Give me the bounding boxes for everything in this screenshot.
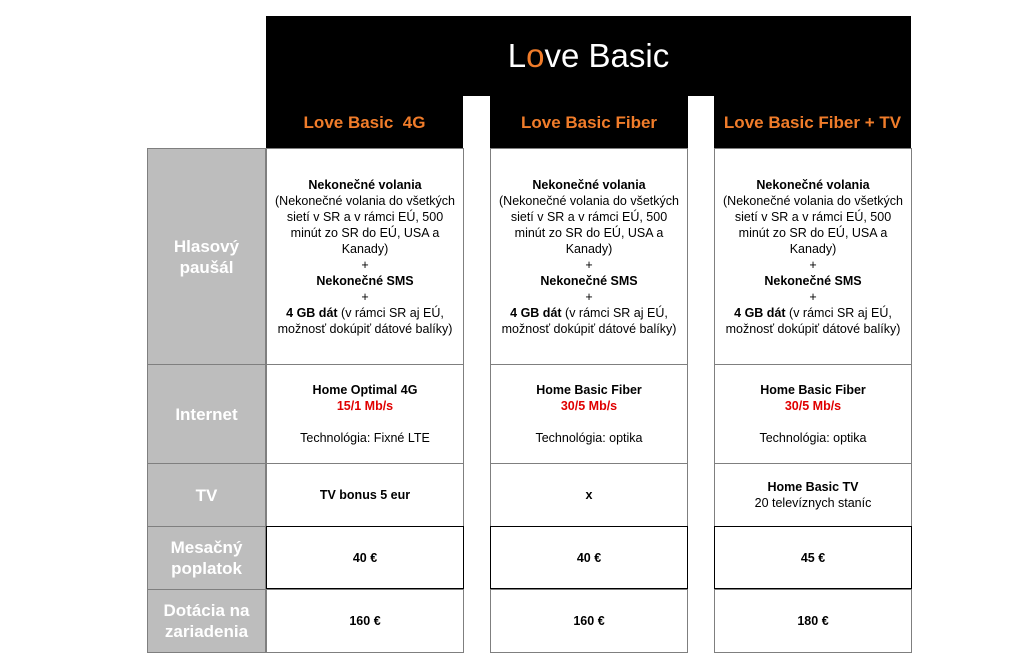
tv-cell-4g: TV bonus 5 eur [266, 463, 464, 527]
internet-cell-fiber-tv: Home Basic Fiber 30/5 Mb/s Technológia: optika [714, 364, 912, 464]
voice-cell-4g: Nekonečné volania (Nekonečné volania do všetkých sietí v SR a v rámci EÚ, 500 minút zo SR do EÚ, USA a Kanady) + Nekonečné SMS + 4 GB dát (v rámci SR aj EÚ, možnosť dokúpiť dátové balíky) [266, 148, 464, 365]
row-label-tv: TV [147, 463, 266, 527]
row-label-voice: Hlasový paušál [147, 148, 266, 365]
row-label-subsidy: Dotácia na zariadenia [147, 589, 266, 653]
fee-cell-fiber-tv: 45 € [714, 526, 912, 589]
column-header-fiber-tv: Love Basic Fiber + TV [714, 96, 911, 148]
fee-cell-4g: 40 € [266, 526, 464, 589]
fee-cell-fiber: 40 € [490, 526, 688, 589]
row-label-fee: Mesačný poplatok [147, 526, 266, 590]
tv-cell-fiber-tv: Home Basic TV 20 televíznych staníc [714, 463, 912, 527]
column-header-4g: Love Basic 4G [266, 96, 463, 148]
tv-cell-fiber: x [490, 463, 688, 527]
plan-title [266, 16, 911, 96]
subsidy-cell-fiber: 160 € [490, 589, 688, 653]
subsidy-cell-fiber-tv: 180 € [714, 589, 912, 653]
column-header-fiber: Love Basic Fiber [490, 96, 688, 148]
voice-cell-fiber-tv: Nekonečné volania (Nekonečné volania do všetkých sietí v SR a v rámci EÚ, 500 minút zo SR do EÚ, USA a Kanady) + Nekonečné SMS + 4 GB dát (v rámci SR aj EÚ, možnosť dokúpiť dátové balíky) [714, 148, 912, 365]
subsidy-cell-4g: 160 € [266, 589, 464, 653]
row-label-internet: Internet [147, 364, 266, 464]
title-text: Love Basic [507, 37, 670, 74]
internet-cell-4g: Home Optimal 4G 15/1 Mb/s Technológia: Fixné LTE [266, 364, 464, 464]
voice-cell-fiber: Nekonečné volania (Nekonečné volania do všetkých sietí v SR a v rámci EÚ, 500 minút zo SR do EÚ, USA a Kanady) + Nekonečné SMS + 4 GB dát (v rámci SR aj EÚ, možnosť dokúpiť dátové balíky) [490, 148, 688, 365]
internet-cell-fiber: Home Basic Fiber 30/5 Mb/s Technológia: optika [490, 364, 688, 464]
